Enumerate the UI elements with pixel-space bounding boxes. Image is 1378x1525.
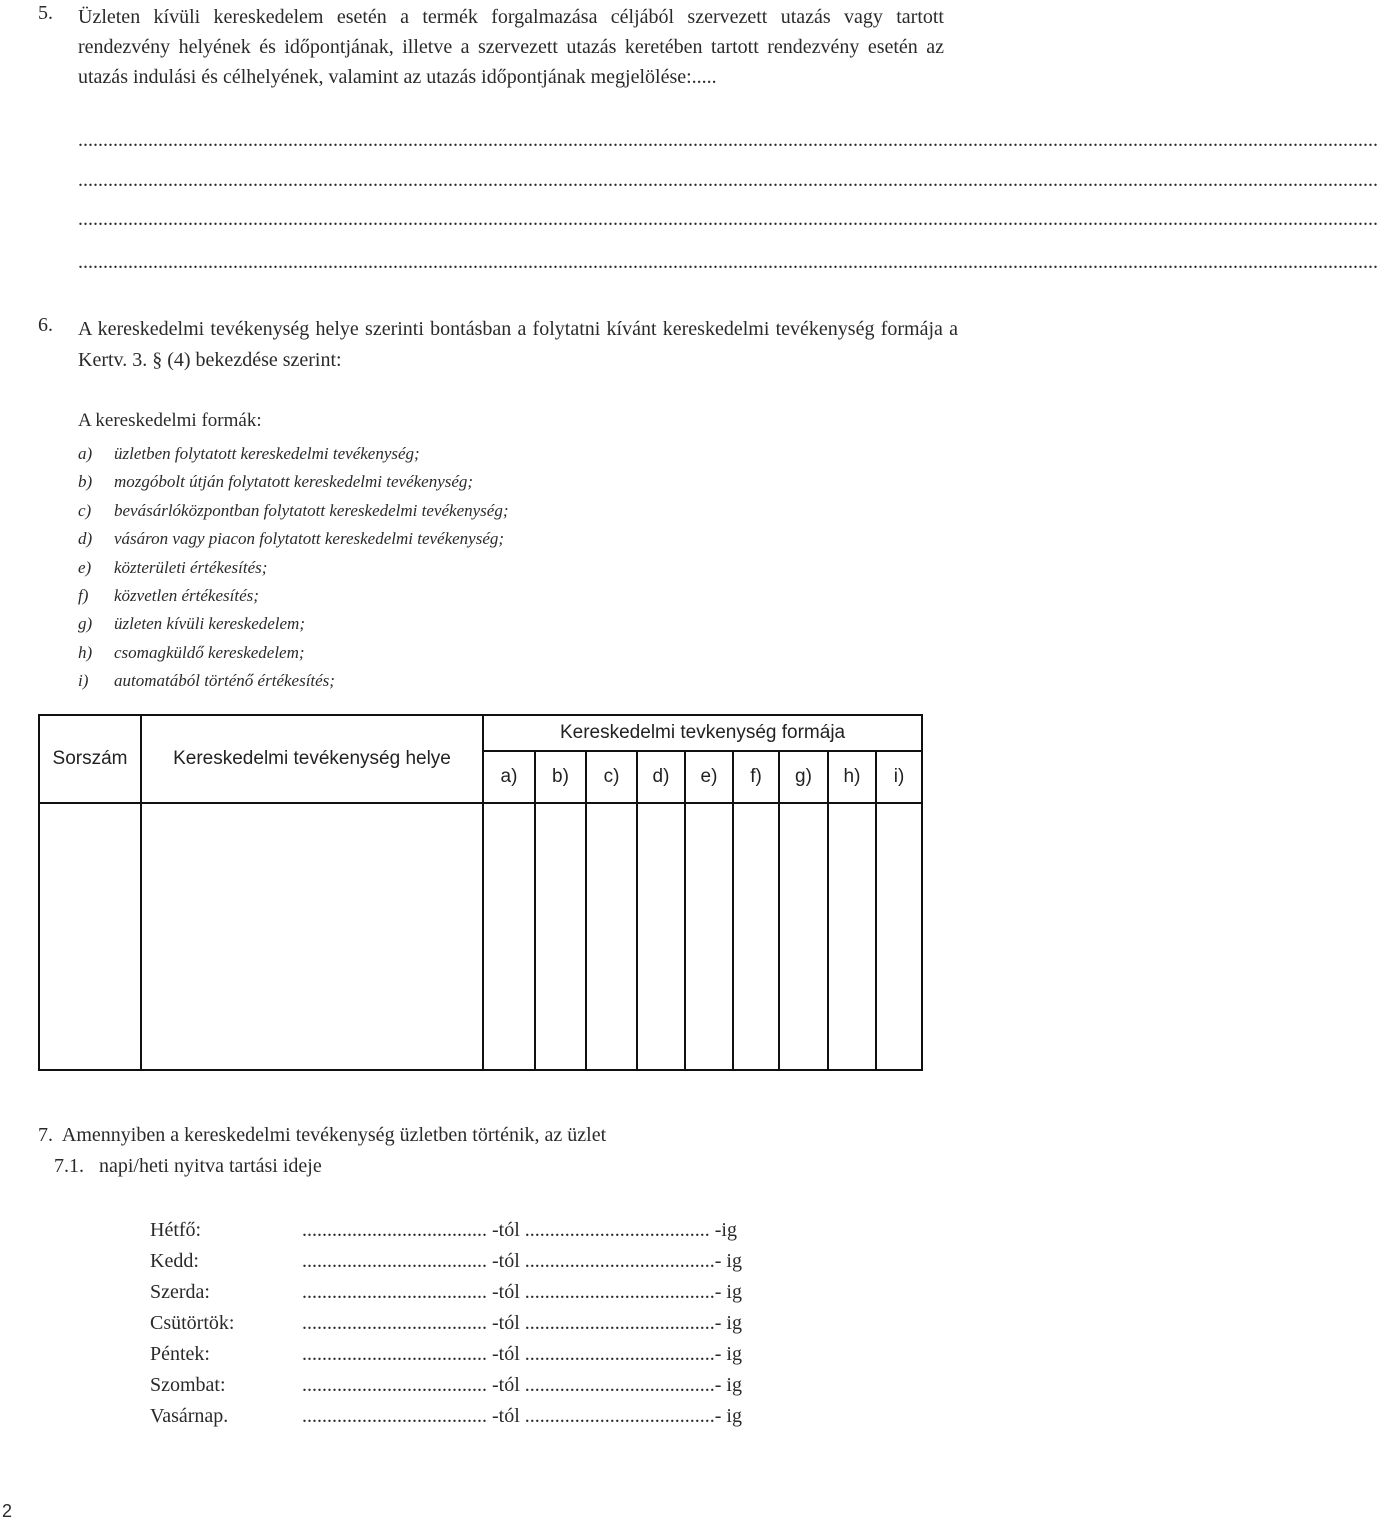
list-item: i) automatából történő értékesítés; xyxy=(78,671,335,691)
section-7-1-heading: 7.1. napi/heti nyitva tartási ideje xyxy=(54,1155,322,1177)
forms-list xyxy=(78,440,508,696)
table-cell[interactable] xyxy=(535,803,586,1070)
column-header-form: Kereskedelmi tevkenység formája xyxy=(483,715,922,751)
table-cell[interactable] xyxy=(637,803,685,1070)
table-cell[interactable] xyxy=(685,803,733,1070)
hours-fill-field[interactable]: ..................................... -tól ......................................- ig xyxy=(302,1312,742,1334)
column-header-serial: Sorszám xyxy=(39,715,141,803)
day-label: Csütörtök: xyxy=(150,1312,235,1334)
column-header-letter: i) xyxy=(876,751,922,803)
dotted-fill-line[interactable]: .................................................................................................................................................................................................................................................................... xyxy=(78,169,1378,191)
section-5-text: Üzleten kívüli kereskedelem esetén a termék forgalmazása céljából szervezett utazás vagy tartott rendezvény helyének és időpontjának, illetve a szervezett utazás keretében tartott rendezvény esetén az utazás indulási és célhelyének, valamint az utazás időpontjának megjelölése:..... xyxy=(78,6,944,88)
day-label: Péntek: xyxy=(150,1343,210,1365)
list-item: c) bevásárlóközpontban folytatott kereskedelmi tevékenység; xyxy=(78,500,509,520)
activity-table xyxy=(38,714,923,1071)
table-row xyxy=(39,803,922,1070)
table-cell[interactable] xyxy=(39,803,141,1070)
day-label: Szerda: xyxy=(150,1281,210,1303)
opening-hours-row xyxy=(150,1246,742,1277)
list-item: h) csomagküldő kereskedelem; xyxy=(78,642,305,662)
column-header-letter: e) xyxy=(685,751,733,803)
hours-fill-field[interactable]: ..................................... -tól ......................................- ig xyxy=(302,1343,742,1365)
section-5-number: 5. xyxy=(38,2,53,24)
day-label: Szombat: xyxy=(150,1374,226,1396)
forms-heading: A kereskedelmi formák: xyxy=(78,410,262,431)
dotted-fill-line[interactable]: .................................................................................................................................................................................................................................................................... xyxy=(78,208,1378,230)
table-cell[interactable] xyxy=(876,803,922,1070)
section-6-number: 6. xyxy=(38,314,53,336)
list-item: a) üzletben folytatott kereskedelmi tevékenység; xyxy=(78,444,420,463)
opening-hours-row xyxy=(150,1215,742,1246)
table-cell[interactable] xyxy=(141,803,483,1070)
column-header-letter: d) xyxy=(637,751,685,803)
section-7-heading: 7. Amennyiben a kereskedelmi tevékenység üzletben történik, az üzlet xyxy=(38,1124,607,1146)
hours-fill-field[interactable]: ..................................... -tól ......................................- ig xyxy=(302,1405,742,1427)
column-header-location: Kereskedelmi tevékenység helye xyxy=(141,715,483,803)
dotted-fill-line[interactable]: .................................................................................................................................................................................................................................................................... xyxy=(78,251,1378,273)
list-item: e) közterületi értékesítés; xyxy=(78,557,268,577)
column-header-letter: f) xyxy=(733,751,779,803)
opening-hours-row xyxy=(150,1339,742,1370)
hours-fill-field[interactable]: ..................................... -tól ......................................- ig xyxy=(302,1250,742,1272)
table-cell[interactable] xyxy=(733,803,779,1070)
day-label: Vasárnap. xyxy=(150,1405,229,1427)
column-header-letter: h) xyxy=(828,751,876,803)
table-cell[interactable] xyxy=(586,803,637,1070)
dotted-fill-line[interactable]: .................................................................................................................................................................................................................................................................... xyxy=(78,129,1378,151)
opening-hours-row xyxy=(150,1277,742,1308)
day-label: Kedd: xyxy=(150,1250,199,1272)
opening-hours-row xyxy=(150,1401,742,1432)
column-header-letter: a) xyxy=(483,751,535,803)
hours-fill-field[interactable]: ..................................... -tól ..................................... -ig xyxy=(302,1219,737,1241)
table-cell[interactable] xyxy=(483,803,535,1070)
table-cell[interactable] xyxy=(779,803,828,1070)
list-item: b) mozgóbolt útján folytatott kereskedelmi tevékenység; xyxy=(78,472,474,492)
opening-hours-row xyxy=(150,1308,742,1339)
section-6-text: A kereskedelmi tevékenység helye szerinti bontásban a folytatni kívánt kereskedelmi tevékenység formája a Kertv. 3. § (4) bekezdése szerint: xyxy=(78,318,958,371)
column-header-letter: g) xyxy=(779,751,828,803)
list-item: f) közvetlen értékesítés; xyxy=(78,585,259,605)
opening-hours-list xyxy=(150,1215,742,1432)
column-header-letter: b) xyxy=(535,751,586,803)
hours-fill-field[interactable]: ..................................... -tól ......................................- ig xyxy=(302,1281,742,1303)
page-number: 2 xyxy=(2,1501,13,1521)
table-cell[interactable] xyxy=(828,803,876,1070)
hours-fill-field[interactable]: ..................................... -tól ......................................- ig xyxy=(302,1374,742,1396)
day-label: Hétfő: xyxy=(150,1219,202,1241)
opening-hours-row xyxy=(150,1370,742,1401)
column-header-letter: c) xyxy=(586,751,637,803)
list-item: g) üzleten kívüli kereskedelem; xyxy=(78,614,305,634)
list-item: d) vásáron vagy piacon folytatott kereskedelmi tevékenység; xyxy=(78,529,505,549)
